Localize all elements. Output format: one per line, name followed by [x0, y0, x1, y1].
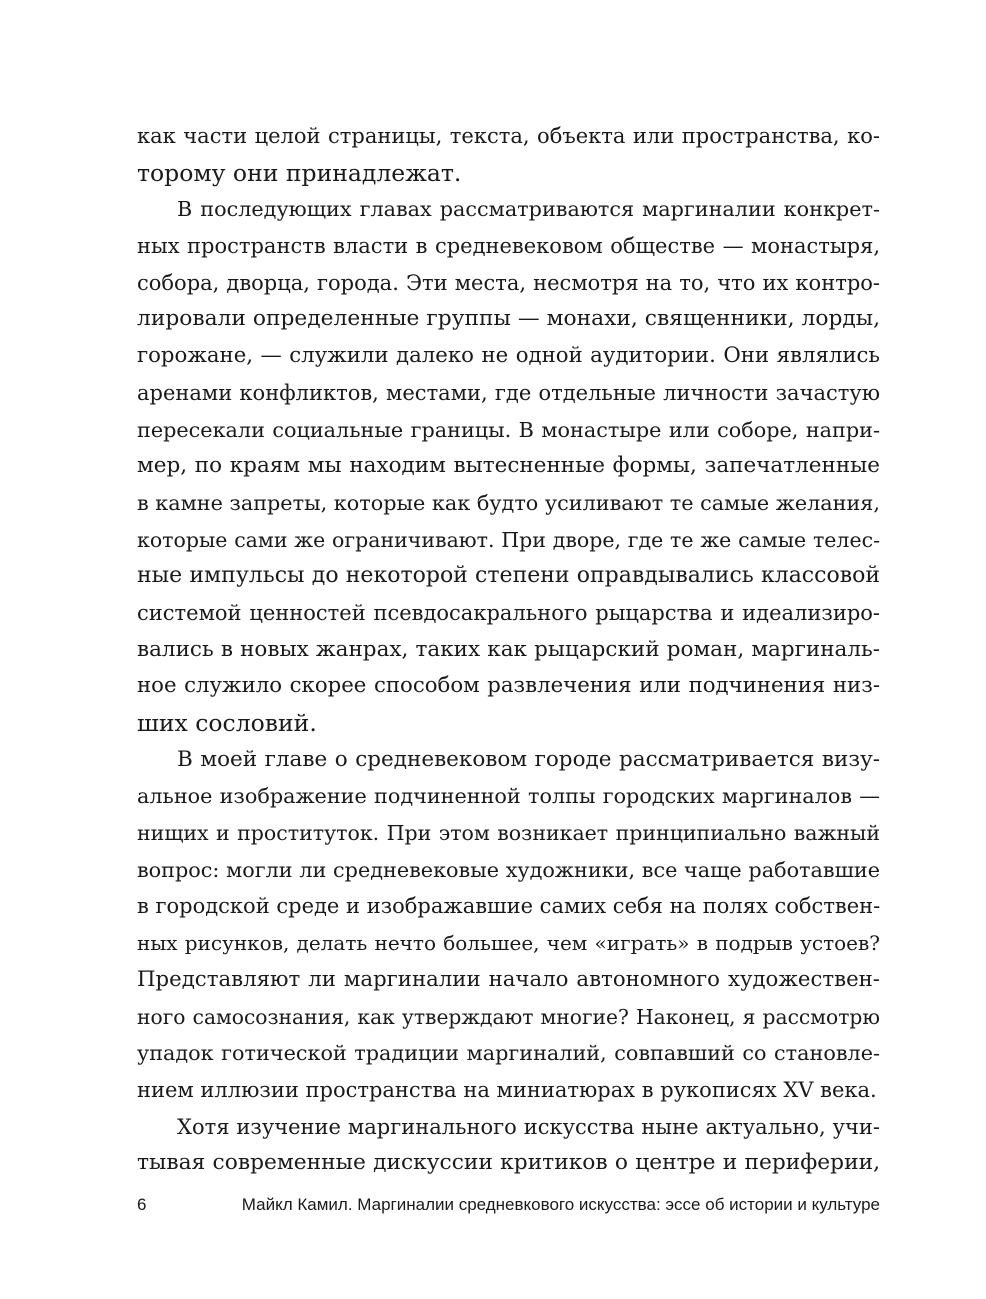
text-line: ных пространств власти в средневековом обществе — монастыря,: [137, 234, 880, 259]
paragraph-4: [137, 1109, 880, 1182]
page-number: 6: [137, 1195, 147, 1214]
text-line: которые сами же ограничивают. При дворе, где те же самые телес-: [137, 527, 880, 552]
text-line: мер, по краям мы находим вытесненные формы, запечатленные: [137, 453, 880, 479]
text-line: вопрос: могли ли средневековые художники, все чаще работавшие: [137, 857, 880, 882]
paragraph-1: [137, 118, 880, 191]
text-line: в городской среде и изображавшие самих себя на полях собствен-: [137, 894, 881, 919]
text-line: пересекали социальные границы. В монастыре или соборе, напри-: [137, 417, 880, 442]
text-line: вались в новых жанрах, таких как рыцарский роман, маргиналь-: [137, 636, 880, 662]
text-line: ных рисунков, делать нечто большее, чем «играть» в подрыв устоев?: [137, 931, 880, 956]
text-line: ное служило скорее способом развлечения или подчинения низ-: [137, 673, 880, 699]
text-line: собора, дворца, города. Эти места, несмотря на то, что их контро-: [137, 270, 880, 295]
text-line: в камне запреты, которые как будто усиливают те самые желания,: [137, 490, 880, 515]
text-line: торому они принадлежат.: [137, 158, 462, 187]
body-text: [137, 118, 880, 1182]
paragraph-3: [137, 742, 880, 1109]
text-line: ные импульсы до некоторой степени оправдывались классовой: [137, 563, 880, 589]
text-line: ного самосознания, как утверждают многие? Наконец, я рассмотрю: [137, 1004, 880, 1029]
text-line: лировали определенные группы — монахи, священники, лорды,: [137, 306, 880, 332]
text-line: тывая современные дискуссии критиков о центре и периферии,: [137, 1150, 880, 1176]
text-line: как части целой страницы, текста, объекта или пространства, ко-: [137, 124, 880, 148]
text-line: нищих и проституток. При этом возникает принципиально важный: [137, 821, 880, 846]
page-footer: [137, 1193, 880, 1217]
text-line: Представляют ли маргиналии начало автономного художествен-: [137, 966, 880, 992]
text-line: В последующих главах рассматриваются маргиналии конкрет-: [177, 197, 880, 222]
text-line: аренами конфликтов, местами, где отдельные личности зачастую: [137, 380, 880, 405]
paragraph-2: [137, 191, 880, 741]
text-line: В моей главе о средневековом городе рассматривается визу-: [177, 746, 880, 772]
text-line: нием иллюзии пространства на миниатюрах в рукописях XV века.: [137, 1077, 877, 1102]
text-line: упадок готической традиции маргиналий, совпавший со становле-: [137, 1041, 880, 1066]
text-line: системой ценностей псевдосакрального рыцарства и идеализиро-: [137, 600, 880, 625]
text-line: альное изображение подчиненной толпы городских маргиналов —: [137, 784, 880, 809]
text-line: ших сословий.: [137, 709, 317, 737]
text-line: горожане, — служили далеко не одной аудитории. Они являлись: [137, 343, 880, 369]
running-title: Майкл Камил. Маргиналии средневкового искусства: эссе об истории и культуре: [241, 1195, 880, 1214]
text-line: Хотя изучение маргинального искусства ныне актуально, учи-: [177, 1114, 880, 1139]
